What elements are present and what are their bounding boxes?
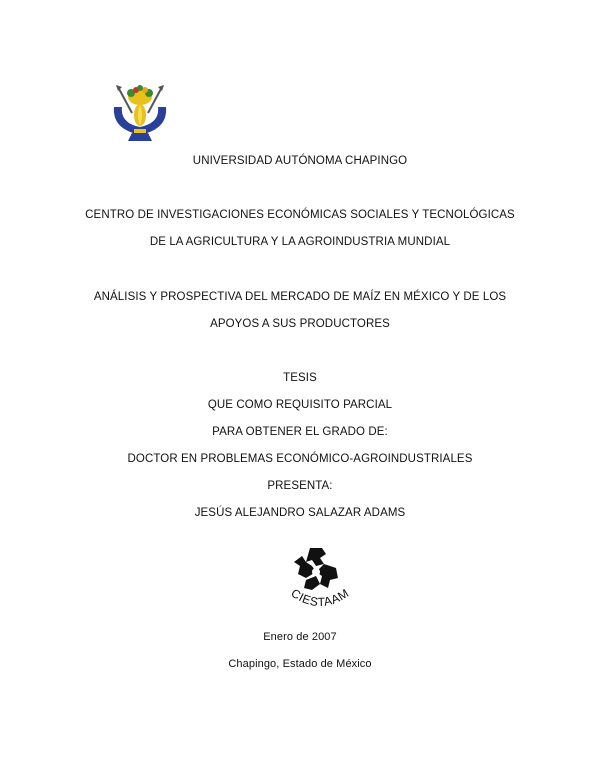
date-line: Enero de 2007	[263, 631, 337, 643]
author-name: JESÚS ALEJANDRO SALAZAR ADAMS	[194, 507, 406, 519]
tesis-label: TESIS	[283, 372, 317, 384]
ciestaam-logo-text: CIESTAAM	[288, 585, 352, 610]
presenta-label: PRESENTA:	[267, 480, 333, 492]
obtener-line: PARA OBTENER EL GRADO DE:	[212, 426, 388, 438]
requisito-line: QUE COMO REQUISITO PARCIAL	[207, 399, 393, 411]
research-center-line-2: DE LA AGRICULTURA Y LA AGROINDUSTRIA MUNDIAL	[149, 236, 451, 248]
ciestaam-logo-icon	[276, 544, 364, 614]
university-name: UNIVERSIDAD AUTÓNOMA CHAPINGO	[192, 155, 408, 167]
thesis-title-line-1: ANÁLISIS Y PROSPECTIVA DEL MERCADO DE MAÍZ EN MÉXICO Y DE LOS	[93, 291, 507, 303]
degree-name: DOCTOR EN PROBLEMAS ECONÓMICO-AGROINDUSTRIALES	[127, 453, 473, 465]
research-center-line-1: CENTRO DE INVESTIGACIONES ECONÓMICAS SOCIALES Y TECNOLÓGICAS	[85, 209, 515, 221]
place-line: Chapingo, Estado de México	[228, 658, 372, 670]
thesis-title-line-2: APOYOS A SUS PRODUCTORES	[210, 318, 390, 330]
university-crest-icon	[108, 83, 172, 143]
svg-text:CIESTAAM	[289, 586, 352, 609]
